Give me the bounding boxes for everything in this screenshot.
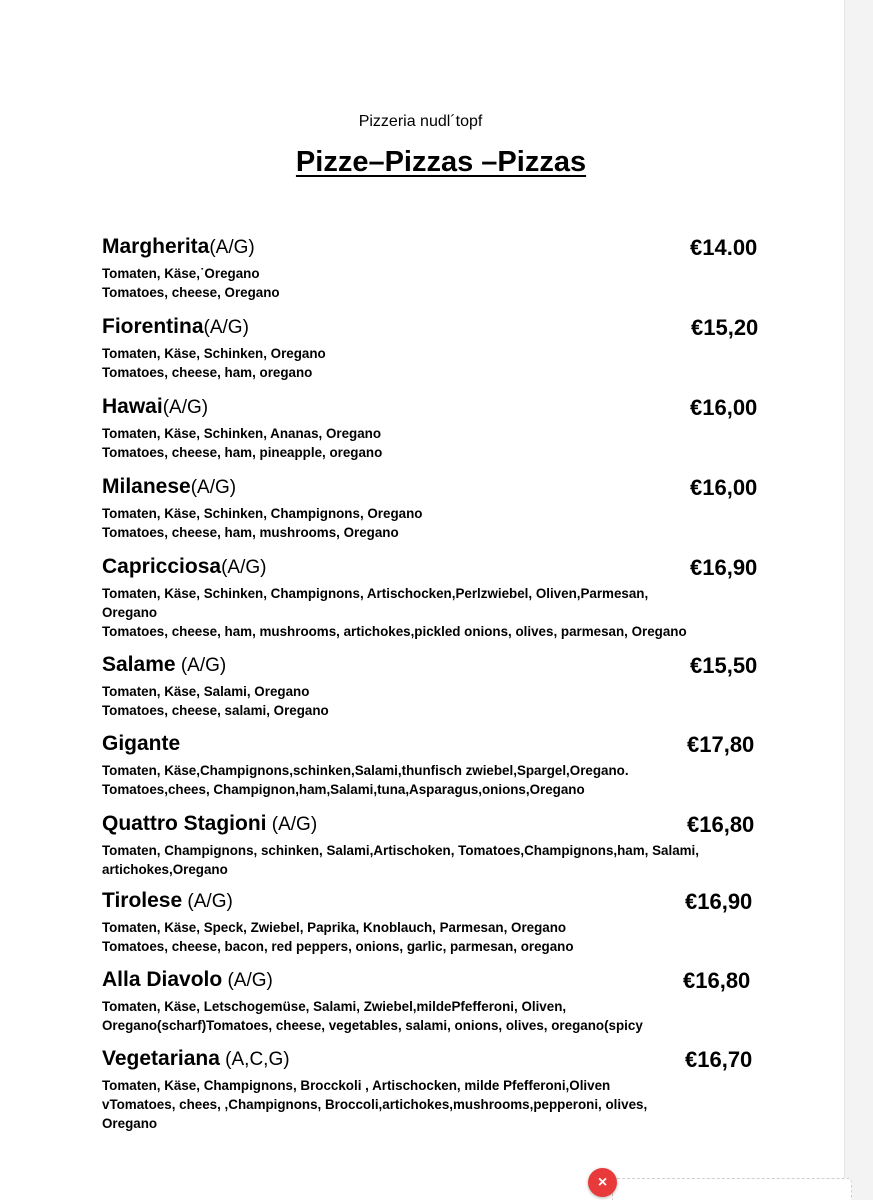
item-description: Tomaten, Champignons, schinken, Salami,Artischoken, Tomatoes,Champignons,ham, Salami, artichokes,Oregano: [102, 843, 699, 877]
item-allergens: (A/G): [190, 477, 237, 498]
menu-title-text: Pizze–Pizzas –Pizzas: [295, 146, 587, 178]
item-name: Margherita(A/G): [102, 235, 255, 258]
item-allergens: (A/G): [182, 891, 233, 912]
item-description: Tomaten, Käse, Schinken, Oregano Tomatoes, cheese, ham, oregano: [102, 346, 326, 380]
item-name: Hawai(A/G): [102, 395, 209, 418]
item-allergens: (A/G): [222, 970, 273, 991]
item-price: €14.00: [690, 235, 758, 260]
item-price: €15,50: [690, 653, 758, 678]
item-description: Tomaten, Käse, Speck, Zwiebel, Paprika, Knoblauch, Parmesan, Oregano Tomatoes, cheese, bacon, red peppers, onions, garlic, parmesan, oregano: [102, 920, 574, 954]
menu-item-fiorentina: [102, 315, 772, 382]
menu-item-alla-diavolo: [102, 968, 772, 1035]
item-price: €16,90: [690, 555, 758, 580]
item-description: Tomaten, Käse, Schinken, Champignons, Oregano Tomatoes, cheese, ham, mushrooms, Oregano: [102, 506, 423, 540]
item-description: Tomaten, Käse, Champignons, Brocckoli , Artischocken, milde Pfefferoni,Oliven vTomatoes, chees, ,Champignons, Broccoli,artichokes,mushrooms,pepperoni, olives, Oregano: [102, 1078, 648, 1131]
menu-item-quattro-stagioni: [102, 812, 772, 879]
item-price: €16,70: [685, 1047, 753, 1072]
item-description: Tomaten, Käse, Salami, Oregano Tomatoes, cheese, salami, Oregano: [102, 684, 329, 718]
item-name: Fiorentina(A/G): [102, 315, 249, 338]
item-name: Vegetariana (A,C,G): [102, 1047, 290, 1070]
item-description: Tomaten, Käse, Letschogemüse, Salami, Zwiebel,mildePfefferoni, Oliven, Oregano(scharf)Tomatoes, cheese, vegetables, salami, onions, olives, oregano(spicy: [102, 999, 643, 1033]
menu-item-gigante: [102, 732, 772, 799]
item-allergens: (A/G): [209, 237, 255, 258]
menu-title: [0, 146, 873, 179]
close-icon[interactable]: ×: [588, 1168, 617, 1197]
item-name: Salame (A/G): [102, 653, 227, 676]
item-price: €16,00: [690, 395, 758, 420]
item-description: Tomaten, Käse, Schinken, Champignons, Artischocken,Perlzwiebel, Oliven,Parmesan, Oregano Tomatoes, cheese, ham, mushrooms, artichokes,pickled onions, olives, parmesan, Oregano: [102, 586, 687, 639]
popup-frame: [612, 1178, 852, 1200]
menu-item-salame: [102, 653, 772, 720]
item-allergens: (A/G): [175, 655, 227, 676]
item-description: Tomaten, Käse, Schinken, Ananas, Oregano Tomatoes, cheese, ham, pineapple, oregano: [102, 426, 383, 460]
page-edge: [844, 0, 873, 1200]
menu-item-milanese: [102, 475, 772, 542]
item-name: Alla Diavolo (A/G): [102, 968, 273, 991]
menu-item-margherita: [102, 235, 772, 302]
menu-item-tirolese: [102, 889, 772, 956]
item-price: €16,00: [690, 475, 758, 500]
item-price: €17,80: [687, 732, 755, 757]
item-price: €16,80: [687, 812, 755, 837]
item-allergens: (A/G): [266, 814, 318, 835]
menu-item-capricciosa: [102, 555, 772, 641]
item-price: €16,90: [685, 889, 753, 914]
menu-item-hawai: [102, 395, 772, 462]
item-allergens: (A/G): [162, 397, 209, 418]
restaurant-name: Pizzeria nudl´topf: [358, 113, 483, 130]
item-name: Milanese(A/G): [102, 475, 237, 498]
item-description: Tomaten, Käse,Champignons,schinken,Salami,thunfisch zwiebel,Spargel,Oregano. Tomatoes,chees, Champignon,ham,Salami,tuna,Asparagus,onions,Oregano: [102, 763, 629, 797]
item-allergens: (A/G): [203, 317, 249, 338]
item-allergens: (A/G): [221, 557, 267, 578]
item-price: €15,20: [691, 315, 759, 340]
item-description: Tomaten, Käse,˙Oregano Tomatoes, cheese, Oregano: [102, 266, 280, 300]
item-name: Capricciosa(A/G): [102, 555, 267, 578]
menu-item-vegetariana: [102, 1047, 772, 1133]
item-price: €16,80: [683, 968, 751, 993]
item-allergens: (A,C,G): [219, 1049, 290, 1070]
item-name: Tirolese (A/G): [102, 889, 233, 912]
item-name: Gigante: [102, 732, 181, 755]
item-name: Quattro Stagioni (A/G): [102, 812, 318, 835]
